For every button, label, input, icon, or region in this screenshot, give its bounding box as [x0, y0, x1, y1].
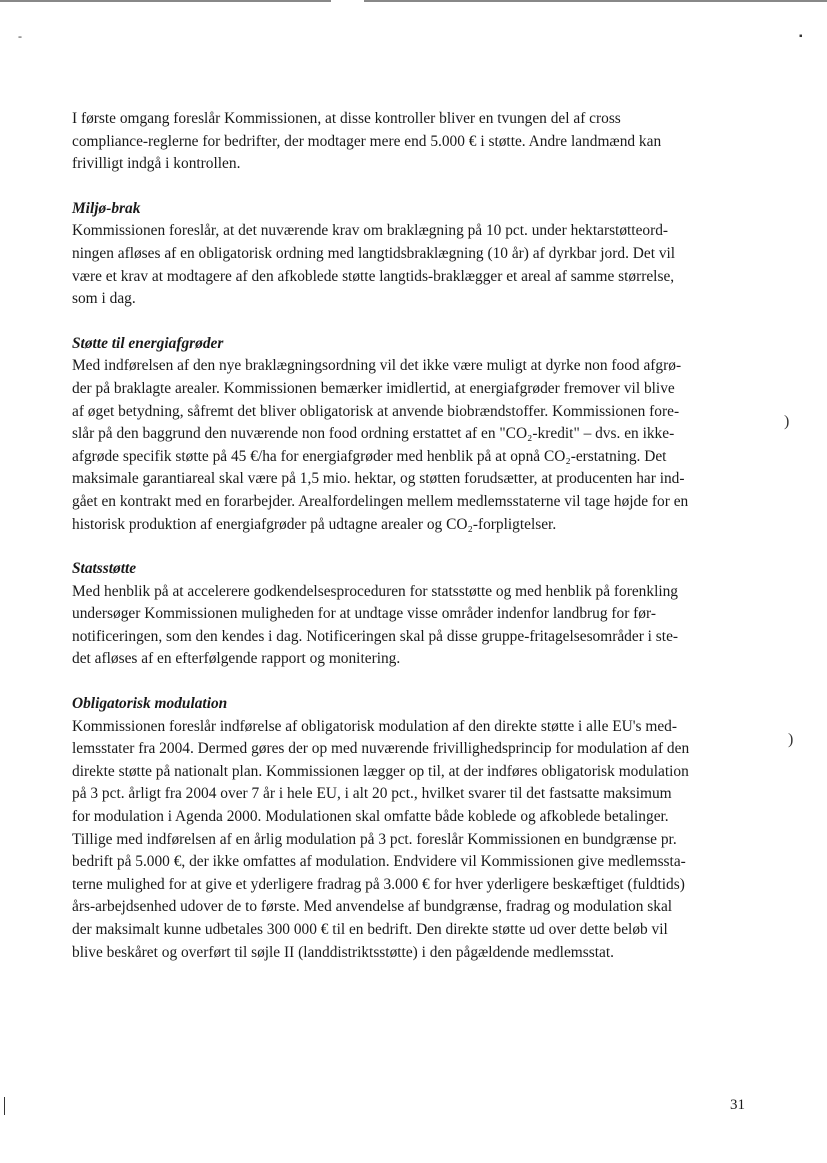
section-paragraph: Med indførelsen af den nye braklægningsordning vil det ikke være muligt at dyrke non food afgrø- der på braklagte arealer. Kommissionen bemærker imidlertid, at energiafgrøder fremover vil blive af øget betydning, såfremt det bliver obligatorisk at anvende biobrændstoffer. Kommissionen fore- slår på den baggrund den nuværende non food ordning erstattet af en "CO₂-kredit" – dvs. en ikke- afgrøde specifik støtte på 45 €/ha for energiafgrøder med henblik på at opnå CO₂-erstatning. Det maksimale garantiareal skal være på 1,5 mio. hektar, og støtten forudsætter, at producenten har ind- gået en kontrakt med en forarbejder. Arealfordelingen mellem medlemsstaterne vil tage højde for en historisk produktion af energiafgrøder på udtagne arealer og CO₂-forpligtelser. — [72, 357, 689, 533]
section-miljo-brak — [72, 198, 762, 311]
section-heading: Obligatorisk modulation — [72, 695, 228, 713]
section-obligatorisk-modulation — [72, 693, 762, 829]
margin-bracket-mark: ) — [784, 413, 790, 430]
section-heading: Støtte til energiafgrøder — [72, 334, 224, 352]
section-energiafgroder — [72, 333, 762, 536]
top-border-rule — [0, 0, 827, 2]
section-statsstotte — [72, 558, 762, 671]
intro-paragraph: I første omgang foreslår Kommissionen, at disse kontroller bliver en tvungen del af cross compliance-reglerne for bedrifter, der modtager mere end 5.000 € i støtte. Andre landmænd kan frivilligt indgå i kontrollen. — [72, 110, 662, 173]
margin-tick — [4, 1097, 5, 1115]
section-paragraph: Kommissionen foreslår, at det nuværende krav om braklægning på 10 pct. under hektarstøtteord- ningen afløses af en obligatorisk ordning med langtidsbraklægning (10 år) af dyrkbar jord. Det vil være et krav at modtagere af den afkoblede støtte langtids-braklægger et areal af samme størrelse, som i dag. — [72, 222, 676, 308]
section-paragraph: Med henblik på at accelerere godkendelsesproceduren for statsstøtte og med henblik på forenkling undersøger Kommissionen muligheden for at undtage visse områder indenfor landbrug for før- notificeringen, som den kendes i dag. Notificeringen skal på disse gruppe-fritagelsesområder i ste- det afløses af en efterfølgende rapport og monitering. — [72, 582, 679, 668]
margin-bracket-mark: ) — [788, 731, 794, 748]
page-number: 31 — [730, 1097, 745, 1113]
document-page — [72, 108, 762, 964]
scan-speck: - — [18, 29, 22, 43]
scan-speck: ▪ — [799, 31, 803, 42]
section-paragraph: Kommissionen foreslår indførelse af obligatorisk modulation af den direkte støtte i alle EU's med- lemsstater fra 2004. Dermed gøres der op med nuværende frivillighedsprincip for modulation af den direkte støtte på nationalt plan. Kommissionen lægger op til, at der indføres obligatorisk modulation på 3 pct. årligt fra 2004 over 7 år i hele EU, i alt 20 pct., hvilket svarer til det fastsatte maksimum for modulation i Agenda 2000. Modulationen skal omfatte både koblede og afkoblede betalinger. — [72, 717, 690, 826]
section-heading: Miljø-brak — [72, 199, 141, 217]
closing-paragraph: Tillige med indførelsen af en årlig modulation på 3 pct. foreslår Kommissionen en bundgrænse pr. bedrift på 5.000 €, der ikke omfattes af modulation. Endvidere vil Kommissionen give medlemssta- terne mulighed for at give et yderligere fradrag på 3.000 € for hver yderligere beskæftiget (fuldtids) års-arbejdsenhed udover de to første. Med anvendelse af bundgrænse, fradrag og modulation skal der maksimalt kunne udbetales 300 000 € til en bedrift. Den direkte støtte ud over dette beløb vil blive beskåret og overført til søjle II (landdistriktsstøtte) i den pågældende medlemsstat. — [72, 830, 686, 961]
section-heading: Statsstøtte — [72, 560, 137, 578]
